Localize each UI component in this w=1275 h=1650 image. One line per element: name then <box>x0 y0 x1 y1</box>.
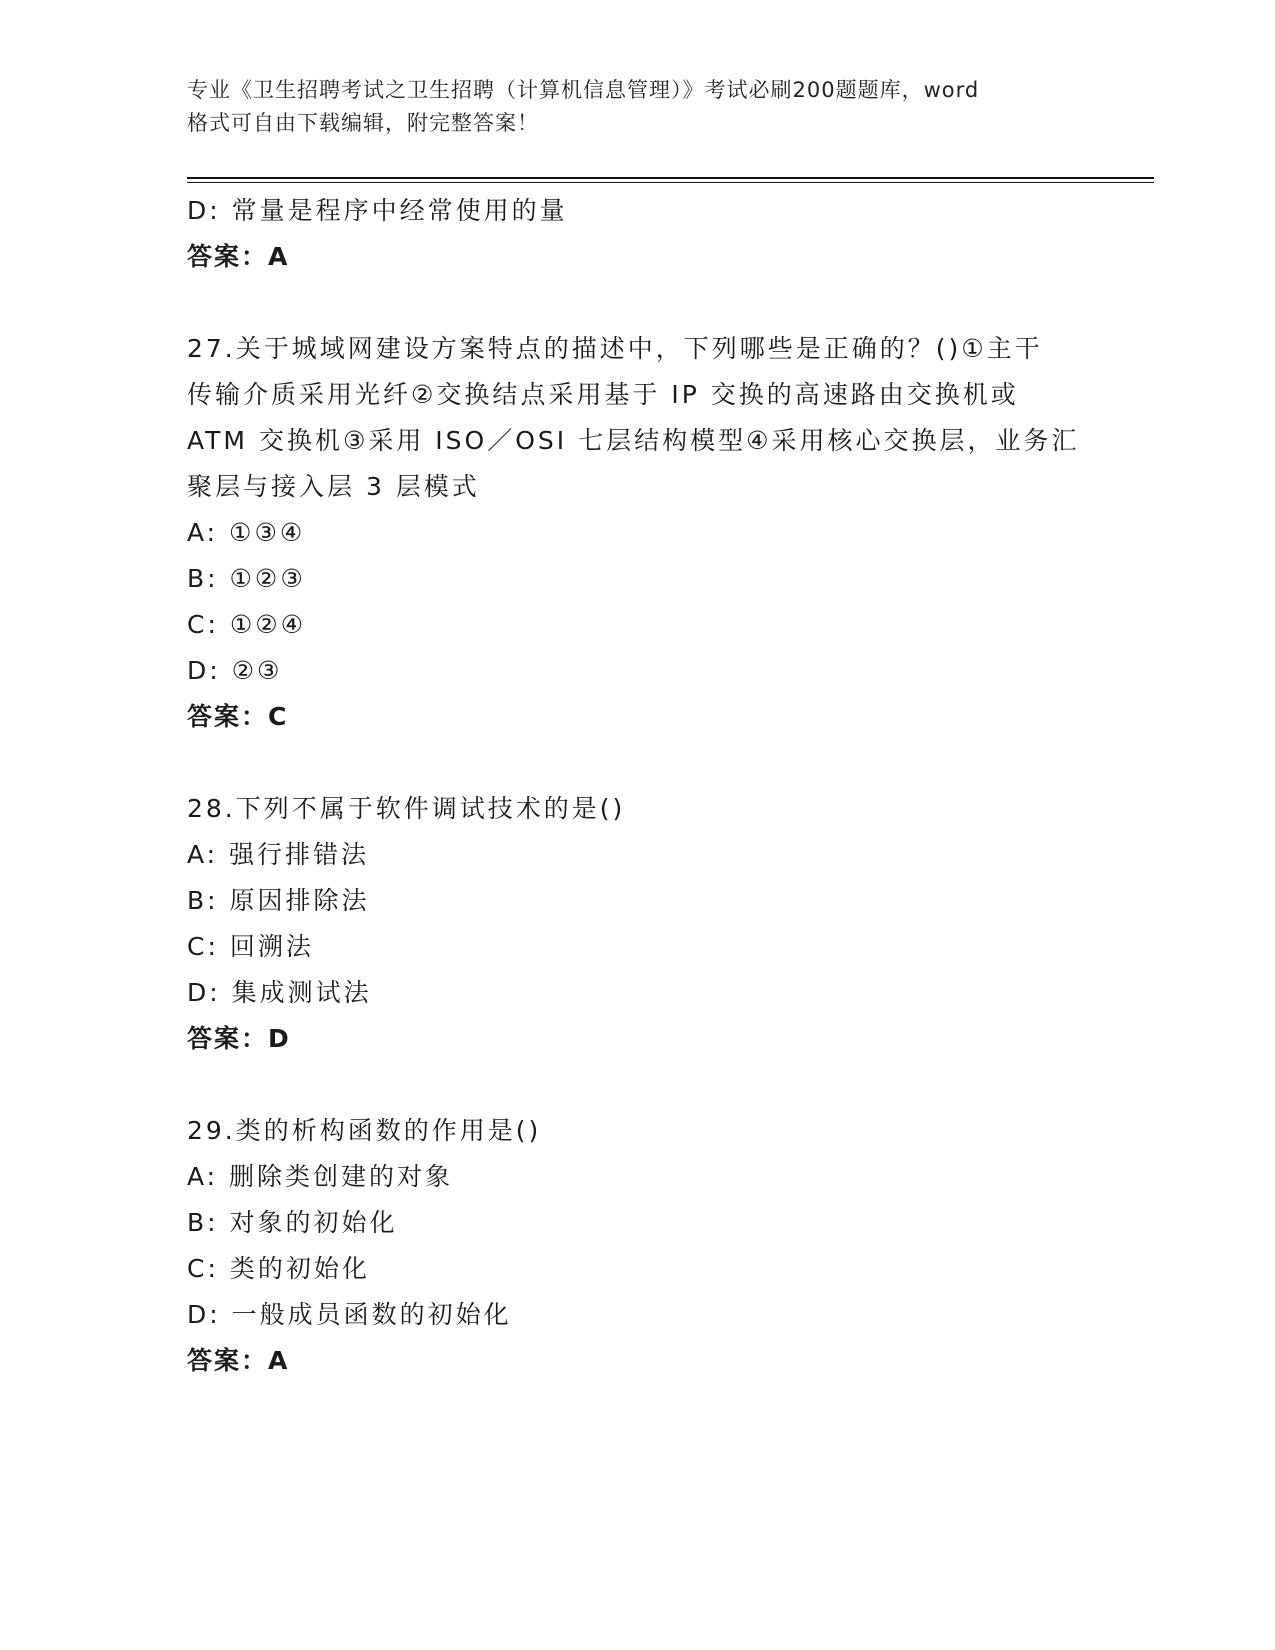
question-text: 29.类的析构函数的作用是() <box>187 1116 542 1145</box>
document-body <box>187 188 1087 1384</box>
answer-line: 答案：D <box>187 1024 291 1053</box>
option-d: D: 集成测试法 <box>187 978 372 1007</box>
option-a: A: ①③④ <box>187 518 306 547</box>
answer-line: 答案：C <box>187 702 289 731</box>
question-line: 传输介质采用光纤②交换结点采用基于 IP 交换的高速路由交换机或 <box>187 380 1019 409</box>
option-c: C: 回溯法 <box>187 932 314 961</box>
question-27 <box>187 326 1087 740</box>
answer-line: 答案：A <box>187 1346 290 1375</box>
question-29 <box>187 1108 1087 1384</box>
spacer <box>187 740 1087 786</box>
header-divider-thick <box>187 177 1154 179</box>
option-c: C: ①②④ <box>187 610 307 639</box>
option-a: A: 强行排错法 <box>187 840 370 869</box>
previous-question-tail <box>187 188 1087 280</box>
question-line: ATM 交换机③采用 ISO／OSI 七层结构模型④采用核心交换层，业务汇 <box>187 426 1080 455</box>
option-d: D: 一般成员函数的初始化 <box>187 1300 512 1329</box>
option-b: B: 原因排除法 <box>187 886 370 915</box>
question-text <box>187 326 1087 510</box>
question-line: 27.关于城域网建设方案特点的描述中，下列哪些是正确的？()①主干 <box>187 334 1043 363</box>
spacer <box>187 280 1087 326</box>
option-c: C: 类的初始化 <box>187 1254 370 1283</box>
answer-line: 答案：A <box>187 242 290 271</box>
option-d: D: 常量是程序中经常使用的量 <box>187 196 568 225</box>
header-divider-thin <box>187 182 1154 183</box>
header-line-2: 格式可自由下载编辑，附完整答案！ <box>187 111 539 135</box>
spacer <box>187 1062 1087 1108</box>
option-d: D: ②③ <box>187 656 283 685</box>
header-line-1: 专业《卫生招聘考试之卫生招聘（计算机信息管理）》考试必刷200题题库，word <box>187 78 980 102</box>
document-header <box>187 74 1087 140</box>
option-b: B: ①②③ <box>187 564 306 593</box>
question-28 <box>187 786 1087 1062</box>
option-a: A: 删除类创建的对象 <box>187 1162 454 1191</box>
question-line: 聚层与接入层 3 层模式 <box>187 472 480 501</box>
option-b: B: 对象的初始化 <box>187 1208 398 1237</box>
question-text: 28.下列不属于软件调试技术的是() <box>187 794 626 823</box>
